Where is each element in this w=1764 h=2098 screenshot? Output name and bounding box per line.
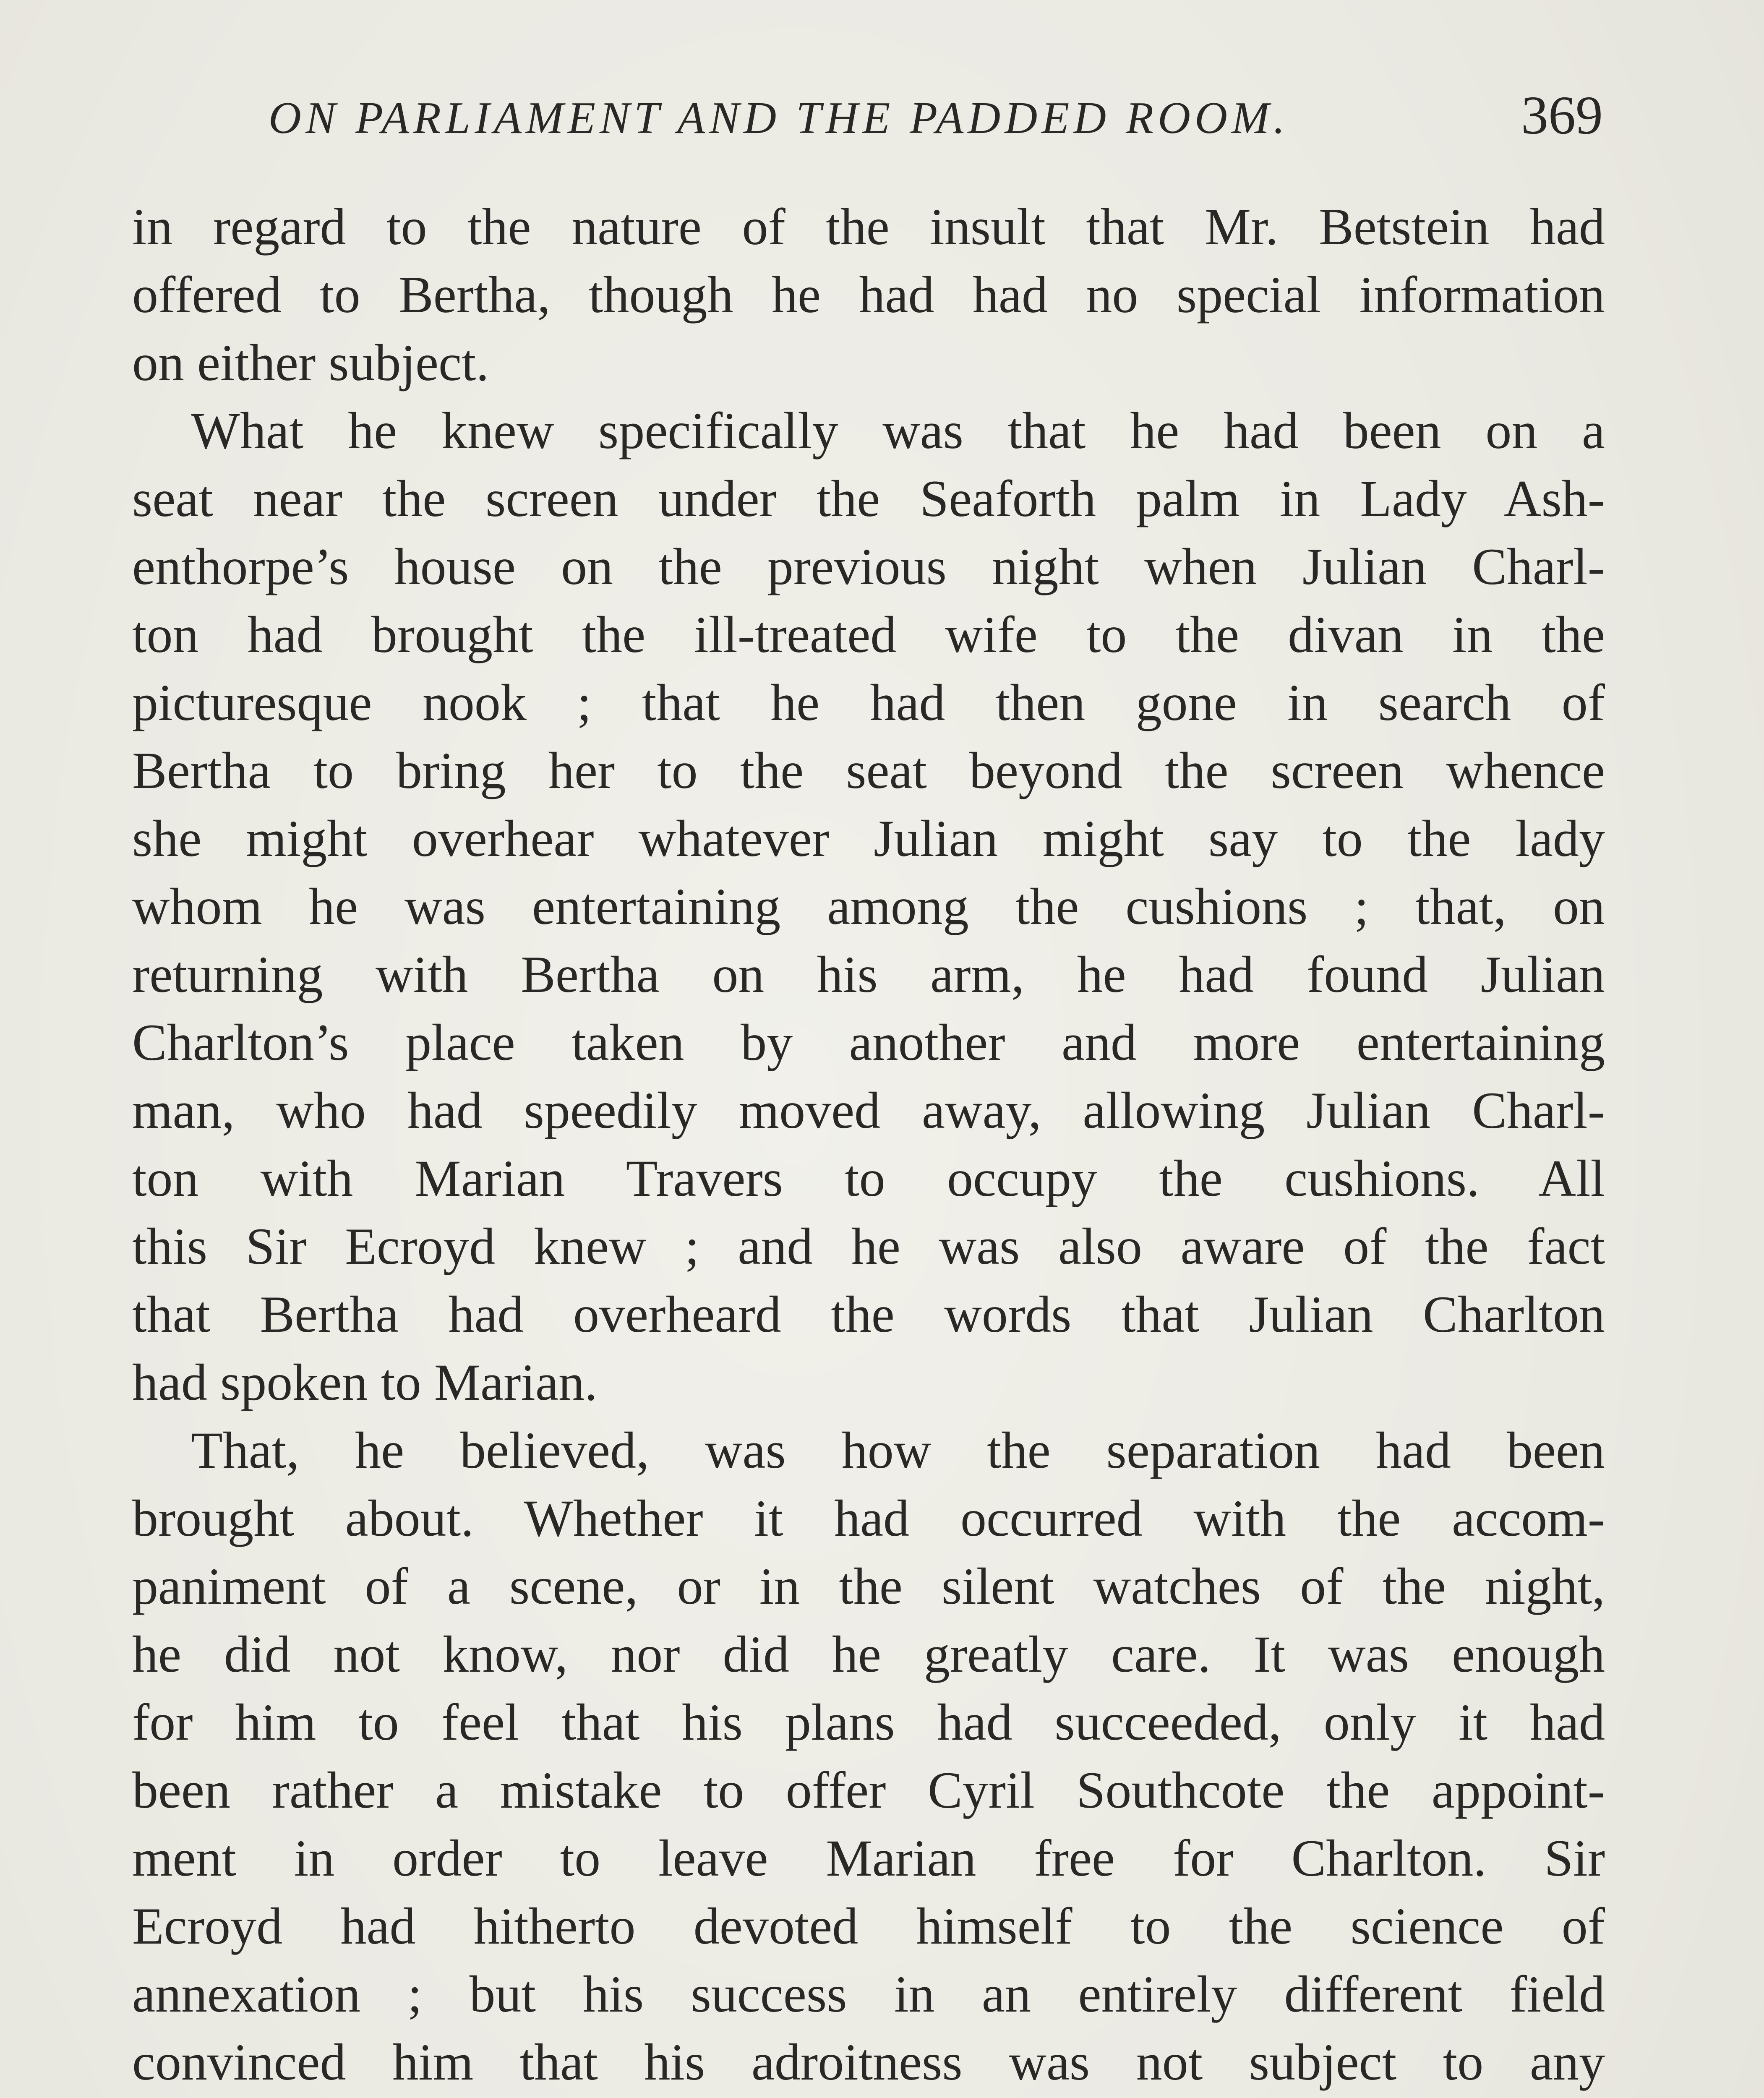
text-line: seat near the screen under the Seaforth palm in Lady Ash- <box>132 470 1605 527</box>
text-line: man, who had speedily moved away, allowing Julian Charl- <box>132 1082 1605 1139</box>
text-line <box>132 2096 1605 2098</box>
text-line: enthorpe’s house on the previous night when Julian Charl- <box>132 538 1605 595</box>
text-line: Charlton’s place taken by another and more entertaining <box>132 1014 1605 1071</box>
text-line: whom he was entertaining among the cushions ; that, on <box>132 878 1605 935</box>
text-line: brought about. Whether it had occurred with the accom- <box>132 1490 1605 1547</box>
text-line: this Sir Ecroyd knew ; and he was also aware of the fact <box>132 1218 1605 1275</box>
text-line: offered to Bertha, though he had had no special information <box>132 266 1605 324</box>
text-line: What he knew specifically was that he had been on a <box>191 402 1605 459</box>
text-line: That, he believed, was how the separation had been <box>191 1422 1605 1479</box>
text-line: ton had brought the ill-treated wife to the divan in the <box>132 606 1605 663</box>
text-line: on either subject. <box>132 334 489 391</box>
text-line: for him to feel that his plans had succeeded, only it had <box>132 1694 1605 1751</box>
text-line: that Bertha had overheard the words that Julian Charlton <box>132 1286 1605 1343</box>
text-line: been rather a mistake to offer Cyril Southcote the appoint- <box>132 1761 1605 1819</box>
text-line: he did not know, nor did he greatly care. It was enough <box>132 1626 1605 1683</box>
text-line: convinced him that his adroitness was not subject to any <box>132 2033 1605 2091</box>
text-line: annexation ; but his success in an entirely different field <box>132 1965 1605 2023</box>
text-line: she might overhear whatever Julian might say to the lady <box>132 810 1605 867</box>
text-line: had spoken to Marian. <box>132 1354 598 1411</box>
running-head <box>269 84 1603 155</box>
text-line: Bertha to bring her to the seat beyond the screen whence <box>132 742 1605 799</box>
text-line: ton with Marian Travers to occupy the cushions. All <box>132 1150 1605 1207</box>
page-number: 369 <box>1521 85 1603 146</box>
body-text <box>132 193 1605 2098</box>
text-line: paniment of a scene, or in the silent watches of the night, <box>132 1558 1605 1615</box>
text-line: Ecroyd had hitherto devoted himself to the science of <box>132 1897 1605 1955</box>
text-line: picturesque nook ; that he had then gone in search of <box>132 674 1605 731</box>
text-line: in regard to the nature of the insult that Mr. Betstein had <box>132 198 1605 256</box>
running-head-title: ON PARLIAMENT AND THE PADDED ROOM. <box>269 93 1289 143</box>
text-line: returning with Bertha on his arm, he had found Julian <box>132 946 1605 1003</box>
text-line: ment in order to leave Marian free for Charlton. Sir <box>132 1829 1605 1887</box>
